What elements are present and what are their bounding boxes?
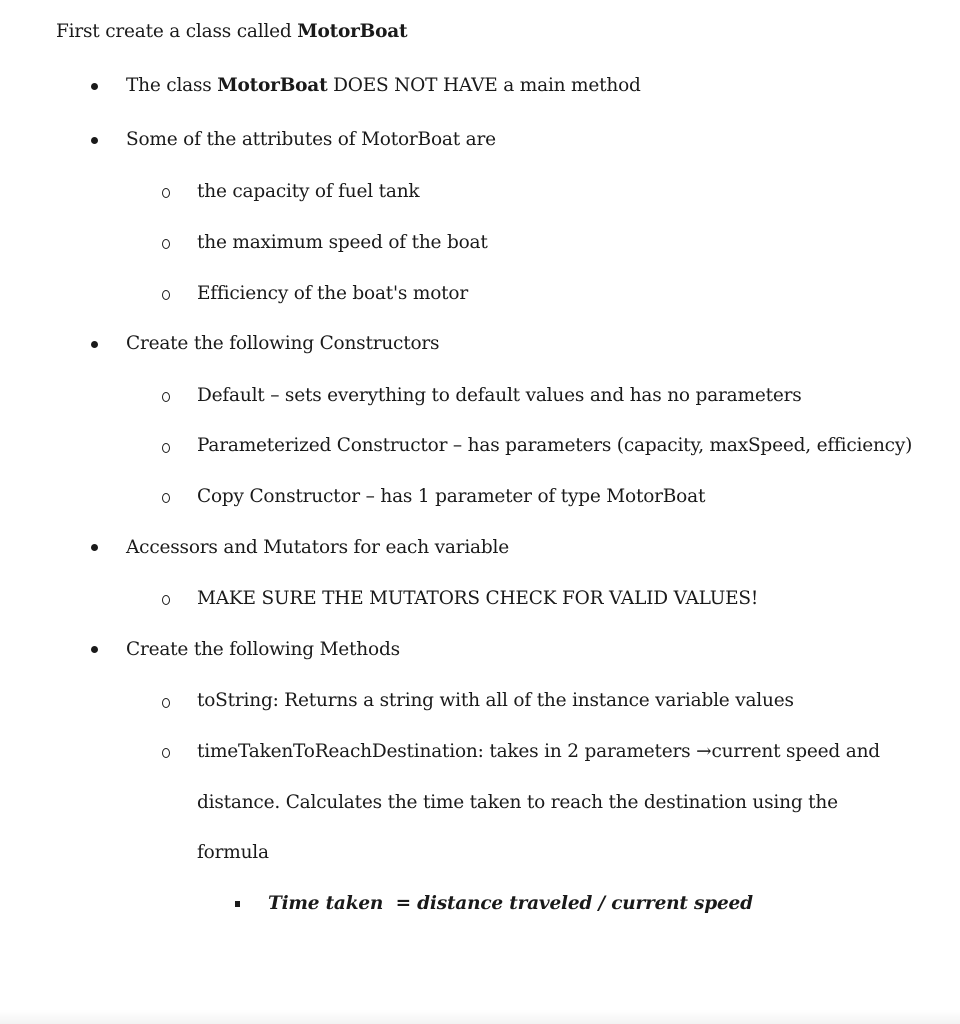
sub-bullet-icon: [162, 239, 170, 249]
square-bullet-icon: [235, 901, 240, 907]
sub-item: Efficiency of the boat's motor: [197, 283, 468, 304]
bullet-icon: [91, 83, 98, 90]
list-item-no-main: The class MotorBoat DOES NOT HAVE a main method: [126, 75, 641, 96]
bullet-icon: [91, 544, 98, 551]
sub-bullet-icon: [162, 493, 170, 503]
sub-bullet-icon: [162, 595, 170, 605]
bullet-icon: [91, 646, 98, 653]
sub-item-continuation: formula: [197, 842, 269, 863]
sub-bullet-icon: [162, 443, 170, 453]
sub-item: Copy Constructor – has 1 parameter of type MotorBoat: [197, 486, 706, 507]
sub-item: toString: Returns a string with all of the instance variable values: [197, 690, 794, 711]
page-bottom-edge: [0, 1010, 960, 1024]
sub-item: timeTakenToReachDestination: takes in 2 parameters →current speed and: [197, 741, 880, 762]
formula: [268, 892, 753, 916]
list-item-constructors: Create the following Constructors: [126, 333, 440, 354]
bullet-icon: [91, 137, 98, 144]
sub-bullet-icon: [162, 698, 170, 708]
title-class-name: MotorBoat: [297, 21, 408, 42]
title-prefix: First create a class called: [56, 21, 298, 42]
list-item-attributes: Some of the attributes of MotorBoat are: [126, 129, 496, 150]
bullet-icon: [91, 341, 98, 348]
sub-bullet-icon: [162, 188, 170, 198]
sub-bullet-icon: [162, 748, 170, 758]
sub-item: Parameterized Constructor – has parameters (capacity, maxSpeed, efficiency): [197, 435, 913, 456]
sub-bullet-icon: [162, 290, 170, 300]
list-item-methods: Create the following Methods: [126, 639, 400, 660]
sub-bullet-icon: [162, 392, 170, 402]
formula-right: = distance traveled / current speed: [395, 893, 753, 914]
page-title: [56, 20, 407, 44]
sub-item: the maximum speed of the boat: [197, 232, 488, 253]
formula-left: Time taken: [268, 893, 384, 914]
sub-item: Default – sets everything to default values and has no parameters: [197, 385, 802, 406]
list-item-accessors: Accessors and Mutators for each variable: [126, 537, 509, 558]
sub-item-continuation: distance. Calculates the time taken to reach the destination using the: [197, 792, 838, 813]
sub-item: MAKE SURE THE MUTATORS CHECK FOR VALID VALUES!: [197, 588, 759, 609]
sub-item: the capacity of fuel tank: [197, 181, 420, 202]
